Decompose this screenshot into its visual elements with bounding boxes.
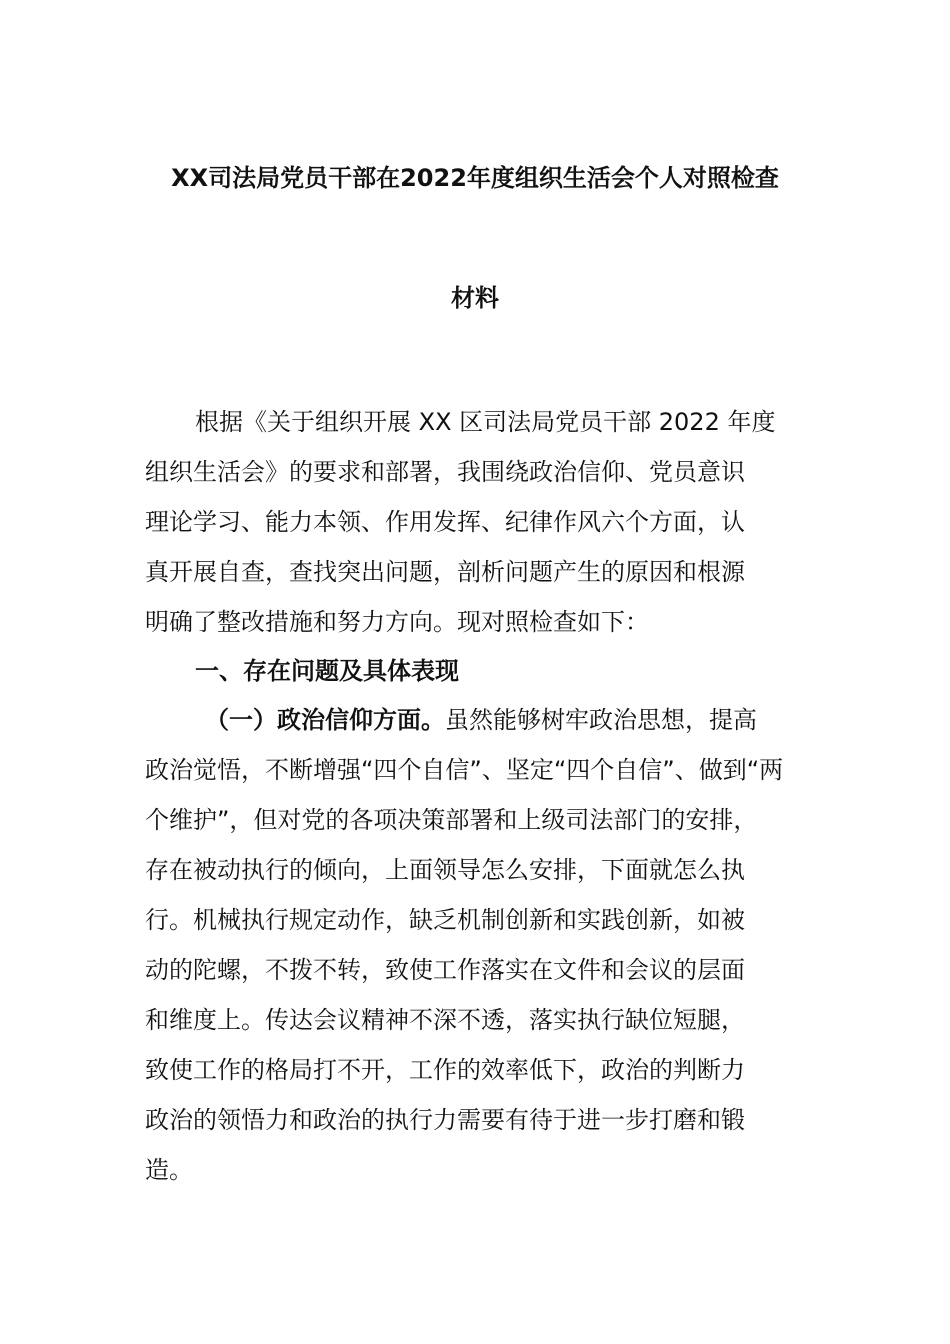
subsection-paragraph-line: 政治的领悟力和政治的执行力需要有待于进一步打磨和锻 [145, 1106, 745, 1134]
document-title-line-1: XX司法局党员干部在2022年度组织生活会个人对照检查 [171, 164, 779, 192]
subsection-paragraph-line: 动的陀螺，不拨不转，致使工作落实在文件和会议的层面 [145, 956, 745, 984]
intro-paragraph-line: 根据《关于组织开展 XX 区司法局党员干部 2022 年度 [195, 408, 776, 436]
subsection-first-line-text: 虽然能够树牢政治思想，提高 [445, 706, 757, 734]
subsection-paragraph-line: 政治觉悟，不断增强“四个自信”、坚定“四个自信”、做到“两 [145, 756, 784, 784]
document-title-line-2: 材料 [451, 284, 499, 312]
subsection-paragraph-line: 造。 [145, 1156, 193, 1184]
subsection-paragraph-line: 个维护”，但对党的各项决策部署和上级司法部门的安排， [145, 806, 758, 834]
intro-paragraph-line: 组织生活会》的要求和部署，我围绕政治信仰、党员意识 [145, 458, 745, 486]
subsection-paragraph-line: 致使工作的格局打不开，工作的效率低下，政治的判断力 [145, 1056, 745, 1084]
intro-paragraph-line: 真开展自查，查找突出问题，剖析问题产生的原因和根源 [145, 558, 745, 586]
intro-paragraph-line: 理论学习、能力本领、作用发挥、纪律作风六个方面，认 [145, 508, 745, 536]
intro-paragraph-line: 明确了整改措施和努力方向。现对照检查如下： [145, 608, 649, 636]
subsection-heading: （一）政治信仰方面。 [205, 706, 445, 734]
subsection-paragraph-line: 和维度上。传达会议精神不深不透，落实执行缺位短腿， [145, 1006, 745, 1034]
subsection-first-line [205, 695, 807, 745]
subsection-paragraph-line: 行。机械执行规定动作，缺乏机制创新和实践创新，如被 [145, 906, 745, 934]
section-heading: 一、存在问题及具体表现 [195, 657, 459, 685]
subsection-paragraph-line: 存在被动执行的倾向，上面领导怎么安排，下面就怎么执 [145, 856, 745, 884]
